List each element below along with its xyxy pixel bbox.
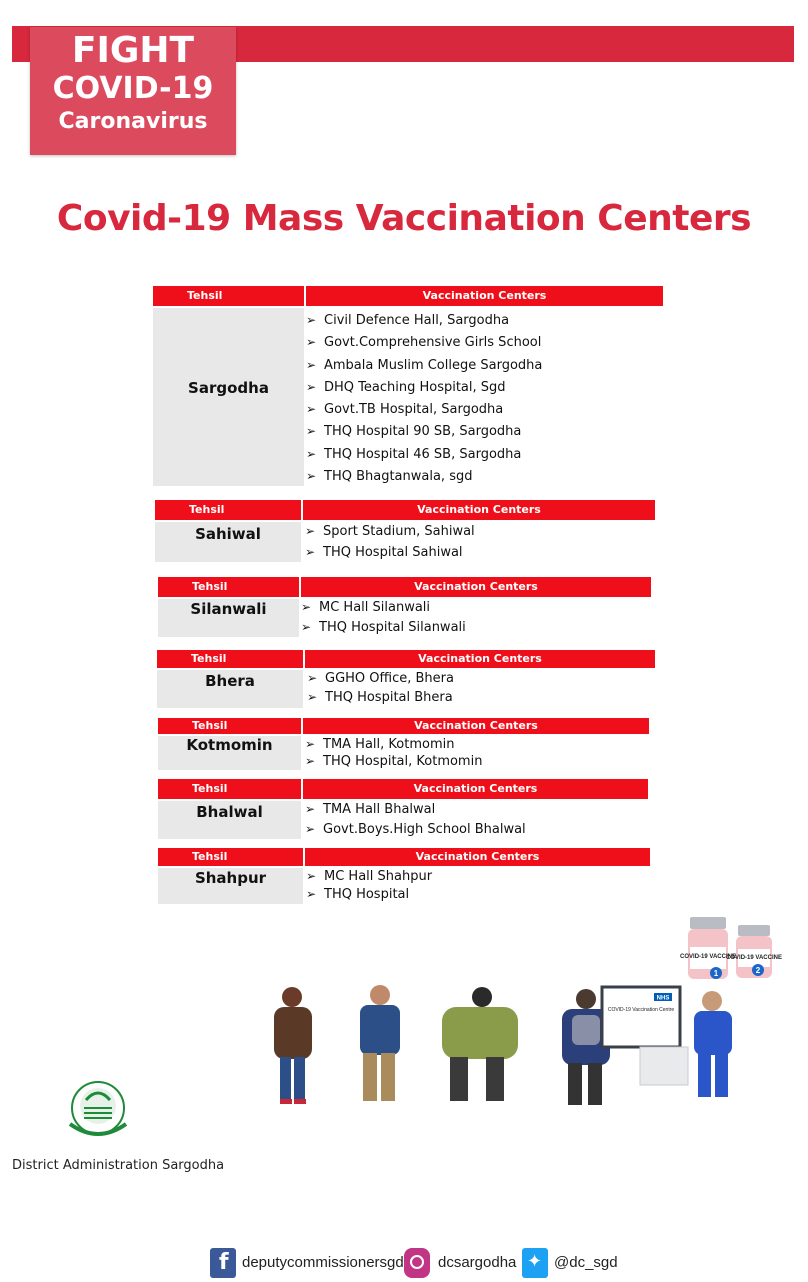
tehsil-table-kotmomin bbox=[158, 718, 649, 770]
header-centers: Vaccination Centers bbox=[301, 577, 651, 597]
header-tehsil: Tehsil bbox=[158, 779, 301, 799]
arrow-bullet-icon: ➢ bbox=[306, 357, 317, 372]
list-item: ➢ Civil Defence Hall, Sargodha bbox=[306, 313, 510, 328]
header-tehsil: Tehsil bbox=[155, 500, 301, 520]
arrow-bullet-icon: ➢ bbox=[306, 424, 317, 439]
list-item: ➢ Ambala Muslim College Sargodha bbox=[306, 357, 543, 373]
tehsil-name: Kotmomin bbox=[158, 736, 301, 770]
arrow-bullet-icon: ➢ bbox=[306, 379, 317, 394]
arrow-bullet-icon: ➢ bbox=[306, 313, 317, 327]
svg-text:1: 1 bbox=[713, 969, 719, 978]
list-item: ➢ THQ Hospital, Kotmomin bbox=[305, 754, 483, 769]
arrow-bullet-icon: ➢ bbox=[301, 620, 312, 634]
list-item: ➢ Govt.TB Hospital, Sargodha bbox=[306, 402, 504, 418]
list-item: ➢ GGHO Office, Bhera bbox=[307, 671, 454, 686]
arrow-bullet-icon: ➢ bbox=[306, 335, 317, 350]
social-twitter[interactable] bbox=[522, 1248, 622, 1282]
list-item: ➢ THQ Hospital 90 SB, Sargodha bbox=[306, 424, 522, 440]
social-instagram[interactable] bbox=[404, 1248, 517, 1282]
arrow-bullet-icon: ➢ bbox=[306, 446, 317, 461]
arrow-bullet-icon: ➢ bbox=[305, 524, 316, 538]
tehsil-name: Silanwali bbox=[158, 599, 299, 637]
arrow-bullet-icon: ➢ bbox=[306, 402, 317, 417]
header-tehsil: Tehsil bbox=[157, 650, 303, 668]
header-centers: Vaccination Centers bbox=[306, 286, 663, 306]
instagram-handle: dcsargodha bbox=[438, 1254, 517, 1271]
arrow-bullet-icon: ➢ bbox=[305, 802, 316, 816]
arrow-bullet-icon: ➢ bbox=[305, 545, 316, 559]
vaccine-vial-2-icon bbox=[726, 925, 782, 978]
arrow-bullet-icon: ➢ bbox=[301, 600, 312, 614]
tehsil-name: Bhalwal bbox=[158, 801, 301, 839]
header-centers: Vaccination Centers bbox=[305, 650, 655, 668]
header-tehsil: Tehsil bbox=[158, 848, 303, 866]
person-blue-shirt-icon bbox=[360, 985, 400, 1101]
svg-text:NHS: NHS bbox=[656, 995, 670, 1002]
banner-line-2: COVID-19 bbox=[52, 71, 214, 106]
center-list bbox=[307, 671, 454, 709]
fight-covid-banner bbox=[30, 27, 236, 155]
svg-text:2: 2 bbox=[755, 966, 761, 975]
nurse-icon bbox=[694, 991, 732, 1097]
list-item: ➢ Sport Stadium, Sahiwal bbox=[305, 524, 475, 539]
list-item: ➢ MC Hall Silanwali bbox=[301, 600, 431, 615]
center-list bbox=[305, 802, 526, 842]
tehsil-name: Shahpur bbox=[158, 868, 303, 904]
list-item: ➢ THQ Hospital 46 SB, Sargodha bbox=[306, 446, 522, 462]
district-administration-label: District Administration Sargodha bbox=[12, 1158, 225, 1173]
arrow-bullet-icon: ➢ bbox=[306, 469, 317, 484]
person-green-jacket-icon bbox=[442, 987, 518, 1101]
tehsil-table-silanwali bbox=[158, 577, 651, 637]
tehsil-table-bhera bbox=[157, 650, 655, 708]
list-item: ➢ DHQ Teaching Hospital, Sgd bbox=[306, 379, 506, 395]
list-item: ➢ THQ Hospital bbox=[306, 887, 410, 902]
vaccination-centre-kiosk-icon bbox=[602, 987, 688, 1085]
list-item: ➢ THQ Hospital Sahiwal bbox=[305, 545, 463, 560]
center-list bbox=[306, 313, 542, 491]
tehsil-name: Sargodha bbox=[153, 308, 304, 486]
list-item: ➢ THQ Hospital Silanwali bbox=[301, 620, 466, 635]
page-title: Covid-19 Mass Vaccination Centers bbox=[56, 198, 752, 239]
center-list bbox=[301, 600, 466, 640]
arrow-bullet-icon: ➢ bbox=[306, 869, 317, 883]
arrow-bullet-icon: ➢ bbox=[305, 754, 316, 768]
banner-line-3: Caronavirus bbox=[58, 109, 208, 134]
header-centers: Vaccination Centers bbox=[305, 848, 650, 866]
social-facebook[interactable] bbox=[210, 1248, 404, 1282]
svg-text:COVID-19 VACCINE: COVID-19 VACCINE bbox=[680, 954, 736, 960]
twitter-handle: @dc_sgd bbox=[554, 1254, 618, 1271]
tehsil-table-bhalwal bbox=[158, 779, 648, 839]
tehsil-name: Sahiwal bbox=[155, 522, 301, 562]
center-list bbox=[305, 737, 482, 771]
list-item: ➢ Govt.Comprehensive Girls School bbox=[306, 335, 542, 351]
list-item: ➢ THQ Hospital Bhera bbox=[307, 690, 453, 705]
vaccine-vial-1-icon bbox=[680, 917, 736, 979]
header-tehsil: Tehsil bbox=[153, 286, 304, 306]
arrow-bullet-icon: ➢ bbox=[305, 822, 316, 836]
arrow-bullet-icon: ➢ bbox=[307, 671, 318, 685]
list-item: ➢ TMA Hall Bhalwal bbox=[305, 802, 436, 817]
header-tehsil: Tehsil bbox=[158, 577, 299, 597]
header-centers: Vaccination Centers bbox=[303, 718, 649, 734]
header-centers: Vaccination Centers bbox=[303, 779, 648, 799]
center-list bbox=[306, 869, 432, 905]
twitter-icon: ✦ bbox=[522, 1248, 548, 1278]
tehsil-table-sargodha bbox=[153, 286, 663, 486]
arrow-bullet-icon: ➢ bbox=[307, 690, 318, 704]
svg-text:COVID-19 VACCINE: COVID-19 VACCINE bbox=[726, 955, 782, 961]
svg-text:COVID-19 Vaccination Centre: COVID-19 Vaccination Centre bbox=[607, 1007, 675, 1013]
facebook-icon: f bbox=[210, 1248, 236, 1278]
instagram-icon bbox=[404, 1248, 430, 1278]
punjab-government-logo bbox=[62, 1078, 134, 1140]
tehsil-table-sahiwal bbox=[155, 500, 655, 562]
tehsil-name: Bhera bbox=[157, 670, 303, 708]
header-centers: Vaccination Centers bbox=[303, 500, 655, 520]
person-brown-jacket-icon bbox=[274, 987, 312, 1104]
facebook-handle: deputycommissionersgd bbox=[242, 1254, 404, 1271]
list-item: ➢ THQ Bhagtanwala, sgd bbox=[306, 469, 473, 485]
center-list bbox=[305, 524, 475, 566]
list-item: ➢ MC Hall Shahpur bbox=[306, 869, 433, 884]
header-tehsil: Tehsil bbox=[158, 718, 301, 734]
tehsil-table-shahpur bbox=[158, 848, 650, 904]
list-item: ➢ TMA Hall, Kotmomin bbox=[305, 737, 455, 752]
banner-line-1: FIGHT bbox=[71, 30, 195, 71]
vaccination-illustration bbox=[250, 915, 790, 1115]
arrow-bullet-icon: ➢ bbox=[305, 737, 316, 751]
list-item: ➢ Govt.Boys.High School Bhalwal bbox=[305, 822, 526, 837]
arrow-bullet-icon: ➢ bbox=[306, 887, 317, 901]
